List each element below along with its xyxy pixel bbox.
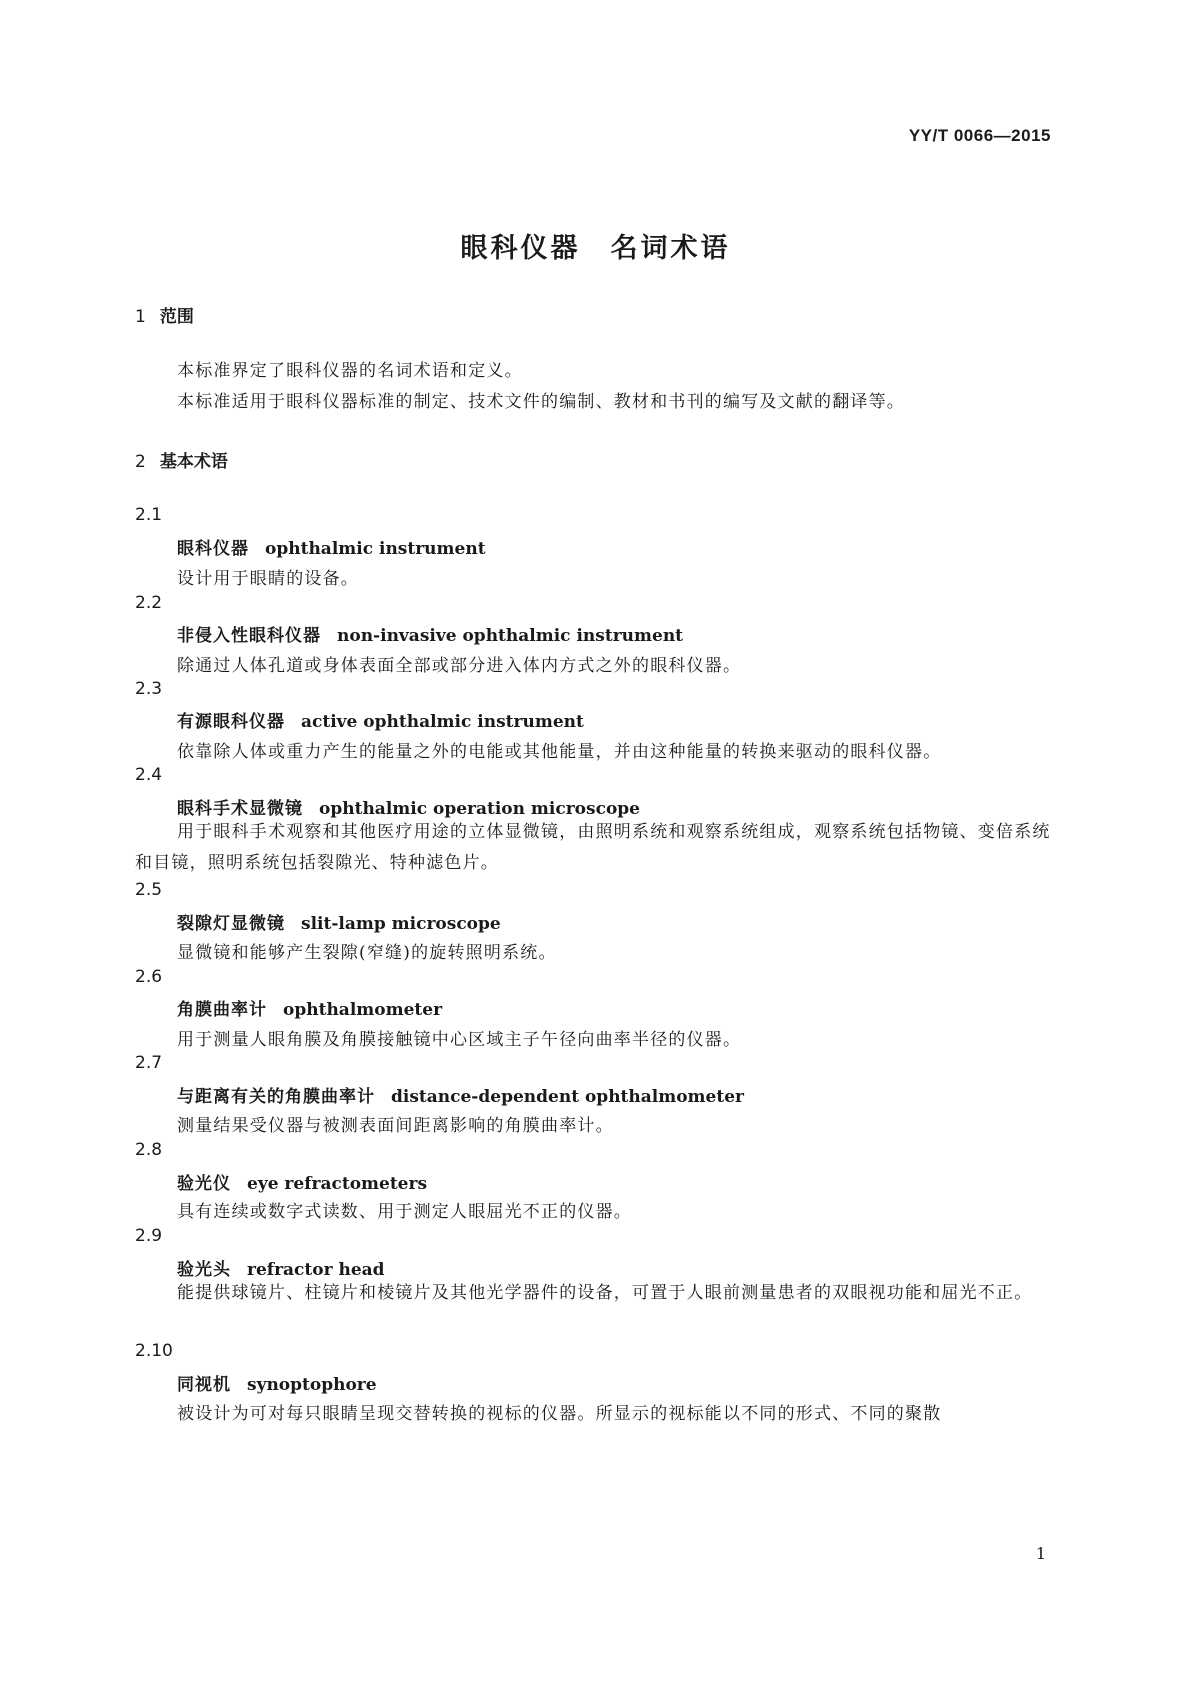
term-entry — [177, 1082, 744, 1107]
section-title: 基本术语 — [159, 452, 228, 472]
term-entry — [177, 534, 486, 559]
term-chinese: 裂隙灯显微镜 — [177, 914, 285, 934]
section-title: 范围 — [159, 307, 194, 327]
term-english: active ophthalmic instrument — [301, 712, 584, 732]
scope-paragraph: 本标准适用于眼科仪器标准的制定、技术文件的编制、教材和书刊的编写及文献的翻译等。 — [177, 392, 905, 412]
section-heading-basic-terms — [135, 447, 228, 472]
term-number: 2.9 — [135, 1226, 163, 1246]
term-definition: 除通过人体孔道或身体表面全部或部分进入体内方式之外的眼科仪器。 — [177, 656, 742, 676]
standard-code: YY/T 0066—2015 — [908, 126, 1051, 145]
term-number: 2.4 — [135, 765, 163, 785]
term-number: 2.6 — [135, 967, 163, 987]
term-definition: 能提供球镜片、柱镜片和棱镜片及其他光学器件的设备，可置于人眼前测量患者的双眼视功能和屈光不正。 — [177, 1283, 1033, 1303]
term-english: distance-dependent ophthalmometer — [391, 1087, 744, 1107]
term-definition: 用于眼科手术观察和其他医疗用途的立体显微镜，由照明系统和观察系统组成，观察系统包括物镜、变倍系统和目镜，照明系统包括裂隙光、特种滤色片。 — [135, 822, 1051, 873]
term-definition: 用于测量人眼角膜及角膜接触镜中心区域主子午径向曲率半径的仪器。 — [177, 1030, 742, 1050]
term-english: eye refractometers — [247, 1174, 428, 1194]
term-chinese: 验光仪 — [177, 1174, 231, 1194]
term-english: ophthalmometer — [283, 1000, 443, 1020]
term-number: 2.7 — [135, 1053, 163, 1073]
term-chinese: 同视机 — [177, 1375, 231, 1395]
term-entry — [177, 794, 640, 819]
term-english: refractor head — [247, 1260, 385, 1280]
term-entry — [177, 995, 442, 1020]
term-chinese: 与距离有关的角膜曲率计 — [177, 1087, 375, 1107]
section-number: 2 — [135, 452, 146, 472]
term-chinese: 眼科手术显微镜 — [177, 799, 303, 819]
term-entry — [177, 1255, 385, 1280]
term-number: 2.10 — [135, 1341, 173, 1361]
term-definition: 具有连续或数字式读数、用于测定人眼屈光不正的仪器。 — [177, 1202, 632, 1222]
term-english: slit-lamp microscope — [301, 914, 501, 934]
term-number: 2.1 — [135, 505, 163, 525]
term-definition: 被设计为可对每只眼睛呈现交替转换的视标的仪器。所显示的视标能以不同的形式、不同的聚散 — [177, 1404, 942, 1424]
term-english: non-invasive ophthalmic instrument — [337, 626, 684, 646]
term-english: synoptophore — [247, 1375, 377, 1395]
term-entry — [177, 707, 584, 732]
term-chinese: 有源眼科仪器 — [177, 712, 285, 732]
term-chinese: 非侵入性眼科仪器 — [177, 626, 321, 646]
term-number: 2.5 — [135, 880, 163, 900]
term-definition: 依靠除人体或重力产生的能量之外的电能或其他能量，并由这种能量的转换来驱动的眼科仪器。 — [177, 742, 942, 762]
section-heading-scope — [135, 302, 194, 327]
term-entry — [177, 1169, 427, 1194]
term-definition: 设计用于眼睛的设备。 — [177, 569, 359, 589]
term-entry — [177, 621, 683, 646]
term-chinese: 角膜曲率计 — [177, 1000, 267, 1020]
page-number: 1 — [1035, 1544, 1046, 1563]
term-definition: 显微镜和能够产生裂隙(窄缝)的旋转照明系统。 — [177, 943, 557, 963]
term-entry — [177, 909, 501, 934]
term-chinese: 验光头 — [177, 1260, 231, 1280]
section-number: 1 — [135, 307, 146, 327]
document-title: 眼科仪器 名词术语 — [460, 233, 731, 264]
term-english: ophthalmic operation microscope — [319, 799, 640, 819]
term-chinese: 眼科仪器 — [177, 539, 249, 559]
term-number: 2.8 — [135, 1140, 163, 1160]
term-number: 2.2 — [135, 593, 163, 613]
term-definition: 测量结果受仪器与被测表面间距离影响的角膜曲率计。 — [177, 1116, 614, 1136]
term-english: ophthalmic instrument — [265, 539, 486, 559]
term-number: 2.3 — [135, 679, 163, 699]
term-entry — [177, 1370, 377, 1395]
scope-paragraph: 本标准界定了眼科仪器的名词术语和定义。 — [177, 361, 523, 381]
